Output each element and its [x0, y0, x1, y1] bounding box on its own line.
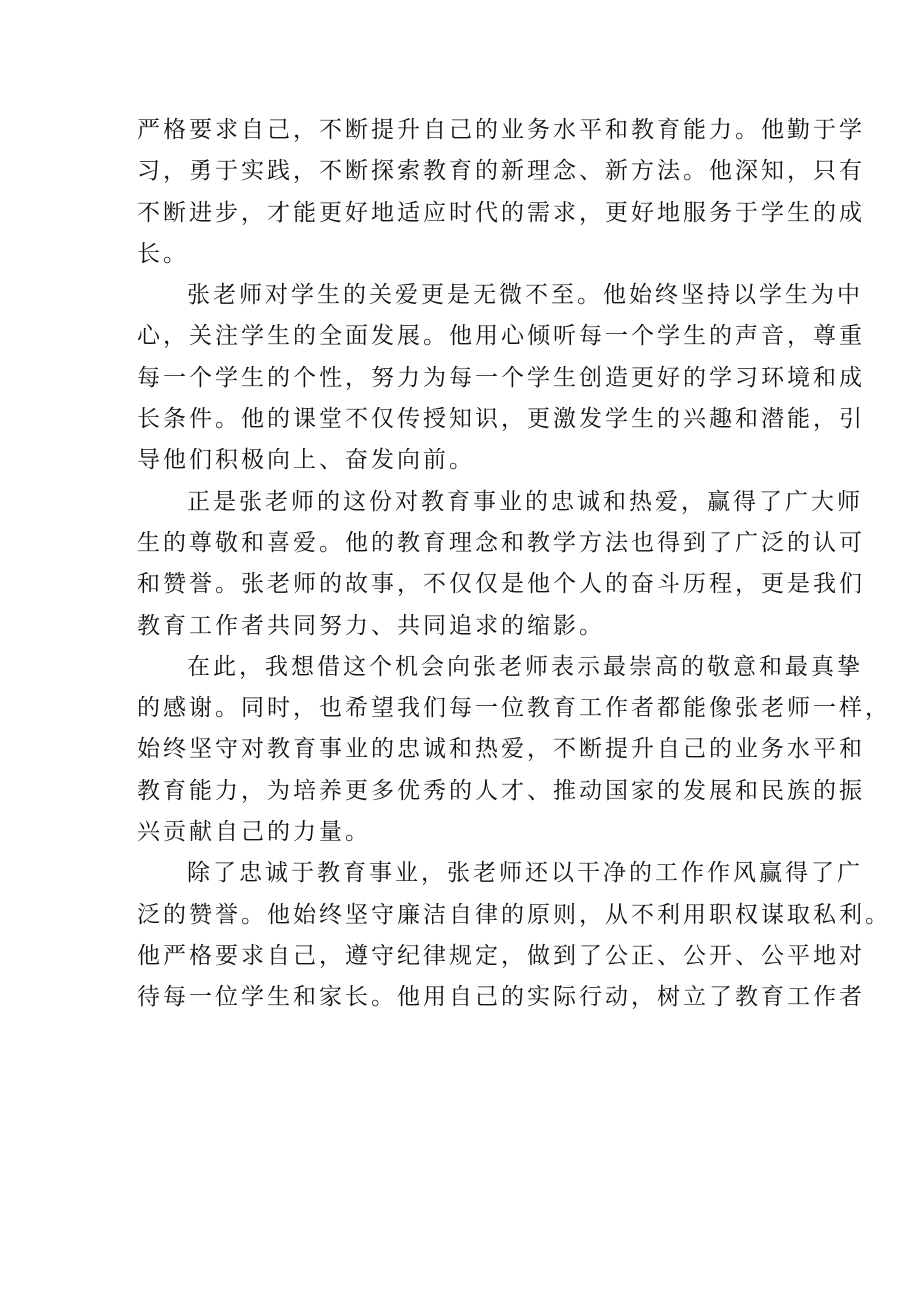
paragraph-line: 不断进步，才能更好地适应时代的需求，更好地服务于学生的成 [137, 199, 865, 226]
paragraph-line: 长。 [137, 240, 189, 267]
paragraph-line: 兴贡献自己的力量。 [137, 819, 371, 846]
paragraph-line: 正是张老师的这份对教育事业的忠诚和热爱，赢得了广大师 [187, 488, 863, 515]
paragraph-line: 导他们积极向上、奋发向前。 [137, 447, 475, 474]
paragraph-line: 的感谢。同时，也希望我们每一位教育工作者都能像张老师一样， [137, 695, 891, 722]
paragraph-line: 教育工作者共同努力、共同追求的缩影。 [137, 612, 605, 639]
document-body [137, 110, 891, 1019]
paragraph [137, 110, 865, 275]
paragraph-line: 生的尊敬和喜爱。他的教育理念和教学方法也得到了广泛的认可 [137, 529, 865, 556]
paragraph-line: 张老师对学生的关爱更是无微不至。他始终坚持以学生为中 [187, 282, 863, 309]
paragraph-line: 心，关注学生的全面发展。他用心倾听每一个学生的声音，尊重 [137, 323, 865, 350]
paragraph-line: 习，勇于实践，不断探索教育的新理念、新方法。他深知，只有 [137, 158, 865, 185]
paragraph-line: 严格要求自己，不断提升自己的业务水平和教育能力。他勤于学 [137, 117, 865, 143]
paragraph-line: 除了忠诚于教育事业，张老师还以干净的工作作风赢得了广 [187, 860, 863, 887]
paragraph-line: 他严格要求自己，遵守纪律规定，做到了公正、公开、公平地对 [137, 942, 865, 969]
paragraph [137, 647, 891, 853]
paragraph-line: 泛的赞誉。他始终坚守廉洁自律的原则，从不利用职权谋取私利。 [137, 901, 891, 928]
paragraph-line: 每一个学生的个性，努力为每一个学生创造更好的学习环境和成 [137, 364, 865, 391]
paragraph [137, 275, 865, 481]
paragraph-line: 待每一位学生和家长。他用自己的实际行动，树立了教育工作者 [137, 984, 865, 1011]
paragraph-line: 长条件。他的课堂不仅传授知识，更激发学生的兴趣和潜能，引 [137, 406, 865, 433]
paragraph [137, 482, 865, 647]
paragraph [137, 853, 891, 1018]
paragraph-line: 教育能力，为培养更多优秀的人才、推动国家的发展和民族的振 [137, 777, 865, 804]
paragraph-line: 和赞誉。张老师的故事，不仅仅是他个人的奋斗历程，更是我们 [137, 571, 865, 598]
paragraph-line: 始终坚守对教育事业的忠诚和热爱，不断提升自己的业务水平和 [137, 736, 865, 763]
paragraph-line: 在此，我想借这个机会向张老师表示最崇高的敬意和最真挚 [187, 653, 863, 680]
